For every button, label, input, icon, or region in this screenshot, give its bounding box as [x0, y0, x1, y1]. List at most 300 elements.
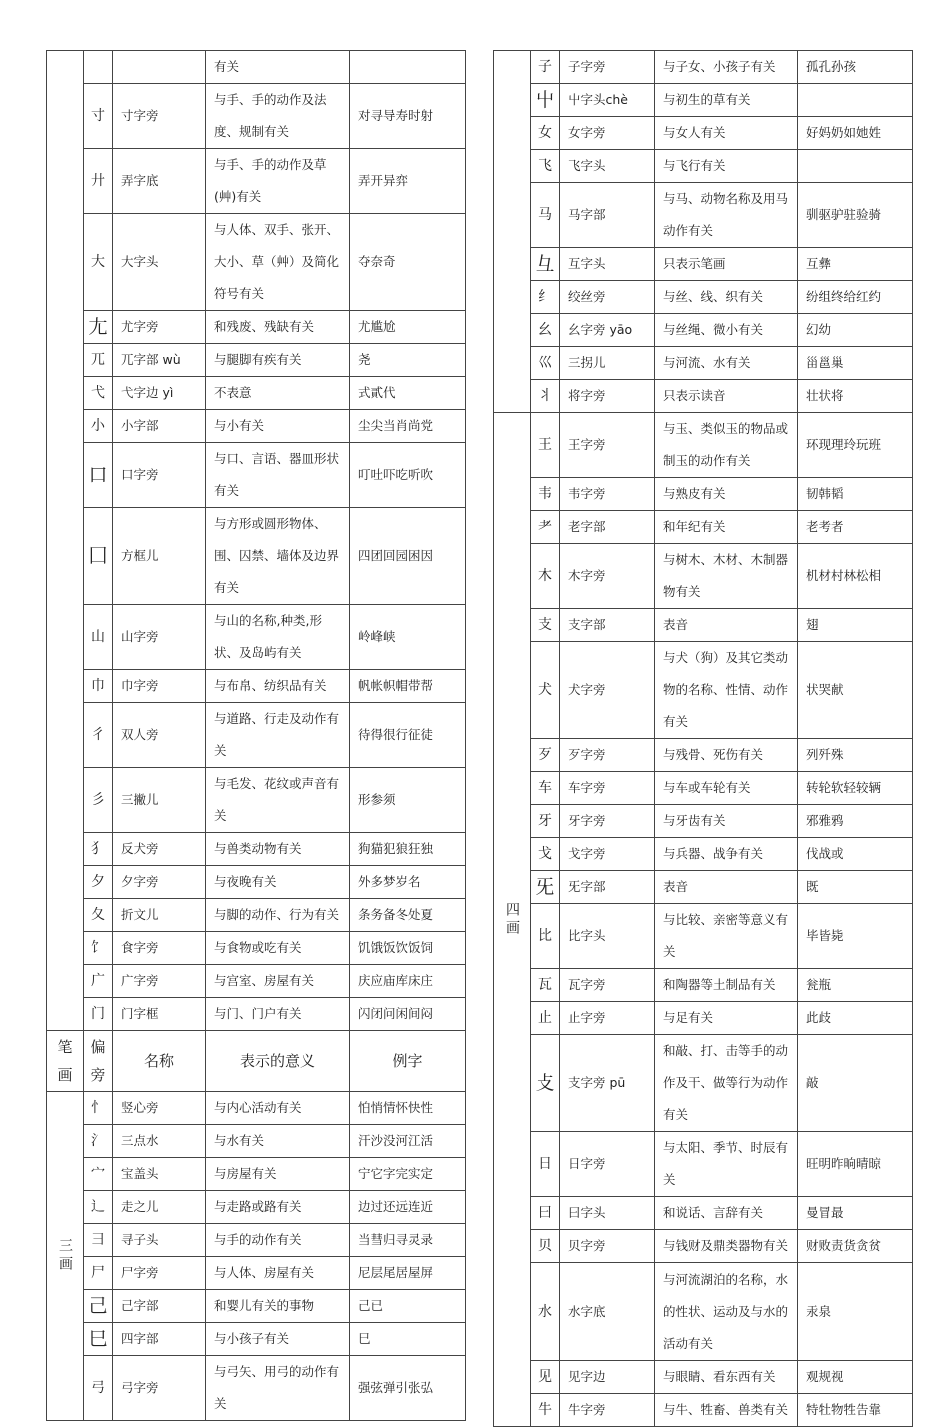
examples-cell: 机材村林松相 [798, 544, 913, 609]
table-row [47, 670, 466, 703]
table-row [494, 838, 913, 871]
meaning-cell: 与车或车轮有关 [655, 772, 798, 805]
radical-cell: 大 [84, 214, 113, 311]
name-cell: 门字框 [113, 998, 206, 1031]
table-row [47, 1290, 466, 1323]
name-cell: 韦字旁 [560, 478, 655, 511]
name-cell: 广字旁 [113, 965, 206, 998]
radical-cell: 贝 [531, 1230, 560, 1263]
name-cell: 弋字边 yì [113, 377, 206, 410]
name-cell: 双人旁 [113, 703, 206, 768]
meaning-cell: 与毛发、花纹或声音有关 [206, 768, 350, 833]
examples-cell: 驯驱驴驻验骑 [798, 183, 913, 248]
examples-cell: 己已 [350, 1290, 466, 1323]
table-row [47, 443, 466, 508]
header-meaning: 表示的意义 [206, 1031, 350, 1092]
meaning-cell: 与牛、牲畜、兽类有关 [655, 1394, 798, 1427]
table-row [47, 1356, 466, 1421]
meaning-cell: 不表意 [206, 377, 350, 410]
right-four-stroke-group [494, 413, 913, 1427]
radical-cell: 旡 [531, 871, 560, 904]
name-cell: 见字边 [560, 1361, 655, 1394]
table-row [494, 609, 913, 642]
header-radical: 偏旁 [84, 1031, 113, 1092]
examples-cell: 互彝 [798, 248, 913, 281]
examples-cell: 宁它字完实定 [350, 1158, 466, 1191]
examples-cell: 状哭献 [798, 642, 913, 739]
table-row [47, 1158, 466, 1191]
radical-cell: 宀 [84, 1158, 113, 1191]
examples-cell: 汗沙没河江活 [350, 1125, 466, 1158]
examples-cell: 饥饿饭饮饭饲 [350, 932, 466, 965]
radical-cell: 屮 [531, 84, 560, 117]
examples-cell: 待得很行征徒 [350, 703, 466, 768]
name-cell: 曰字头 [560, 1197, 655, 1230]
name-cell: 大字头 [113, 214, 206, 311]
name-cell: 支字旁 pū [560, 1035, 655, 1132]
radical-cell: 彐 [84, 1224, 113, 1257]
examples-cell: 瓮瓶 [798, 969, 913, 1002]
radical-cell: 水 [531, 1263, 560, 1361]
examples-cell: 曼冒最 [798, 1197, 913, 1230]
table-row [494, 248, 913, 281]
table-row [494, 1002, 913, 1035]
name-cell: 老字部 [560, 511, 655, 544]
name-cell: 绞丝旁 [560, 281, 655, 314]
name-cell: 牛字旁 [560, 1394, 655, 1427]
radical-cell: 支 [531, 609, 560, 642]
radical-cell: 忄 [84, 1092, 113, 1125]
table-row [494, 544, 913, 609]
name-cell: 四字部 [113, 1323, 206, 1356]
table-row [494, 281, 913, 314]
header-name: 名称 [113, 1031, 206, 1092]
meaning-cell: 与残骨、死伤有关 [655, 739, 798, 772]
meaning-cell: 与内心活动有关 [206, 1092, 350, 1125]
radical-cell: 歹 [531, 739, 560, 772]
right-top-group [494, 51, 913, 413]
radical-cell: 车 [531, 772, 560, 805]
meaning-cell: 与弓矢、用弓的动作有关 [206, 1356, 350, 1421]
name-cell: 止字旁 [560, 1002, 655, 1035]
meaning-cell: 与人体、房屋有关 [206, 1257, 350, 1290]
table-row [494, 51, 913, 84]
table-row [47, 866, 466, 899]
table-row [47, 311, 466, 344]
table-row [494, 1197, 913, 1230]
meaning-cell: 与熟皮有关 [655, 478, 798, 511]
radical-cell: 氵 [84, 1125, 113, 1158]
table-row [494, 1263, 913, 1361]
table-row [494, 478, 913, 511]
meaning-cell: 与树木、木材、木制器物有关 [655, 544, 798, 609]
examples-cell: 对寻导寿时射 [350, 84, 466, 149]
radical-cell: 幺 [531, 314, 560, 347]
radical-cell: 比 [531, 904, 560, 969]
name-cell: 歹字旁 [560, 739, 655, 772]
meaning-cell: 与飞行有关 [655, 150, 798, 183]
meaning-cell: 与足有关 [655, 1002, 798, 1035]
examples-cell: 财败责货贪贫 [798, 1230, 913, 1263]
examples-cell: 壮状将 [798, 380, 913, 413]
meaning-cell: 与丝绳、微小有关 [655, 314, 798, 347]
radical-table-right [493, 50, 913, 1427]
name-cell: 木字旁 [560, 544, 655, 609]
table-row [47, 965, 466, 998]
table-row [47, 410, 466, 443]
examples-cell: 狗猫犯狼狂独 [350, 833, 466, 866]
name-cell: 瓦字旁 [560, 969, 655, 1002]
radical-cell: 寸 [84, 84, 113, 149]
meaning-cell: 与牙齿有关 [655, 805, 798, 838]
name-cell: 屮字头chè [560, 84, 655, 117]
table-row [494, 347, 913, 380]
examples-cell: 怕悄情怀快性 [350, 1092, 466, 1125]
radical-cell: 尢 [84, 311, 113, 344]
meaning-cell: 与走路或路有关 [206, 1191, 350, 1224]
examples-cell: 强弦弹引张弘 [350, 1356, 466, 1421]
radical-cell: 廾 [84, 149, 113, 214]
meaning-cell: 与玉、类似玉的物品或制玉的动作有关 [655, 413, 798, 478]
meaning-cell: 表音 [655, 609, 798, 642]
meaning-cell: 与道路、行走及动作有关 [206, 703, 350, 768]
radical-cell: 门 [84, 998, 113, 1031]
examples-cell: 夺奈奇 [350, 214, 466, 311]
radical-cell: 巳 [84, 1323, 113, 1356]
meaning-cell: 与女人有关 [655, 117, 798, 150]
meaning-cell: 与手的动作有关 [206, 1224, 350, 1257]
radical-cell [84, 51, 113, 84]
meaning-cell: 和年纪有关 [655, 511, 798, 544]
table-row [47, 344, 466, 377]
radical-cell: 见 [531, 1361, 560, 1394]
radical-cell: 辶 [84, 1191, 113, 1224]
meaning-cell: 与口、言语、器皿形状有关 [206, 443, 350, 508]
left-three-stroke-group [47, 1092, 466, 1421]
name-cell: 兀字部 wù [113, 344, 206, 377]
name-cell: 口字旁 [113, 443, 206, 508]
meaning-cell: 与丝、线、织有关 [655, 281, 798, 314]
radical-cell: 牙 [531, 805, 560, 838]
examples-cell: 列歼殊 [798, 739, 913, 772]
examples-cell: 尼层尾居屋屏 [350, 1257, 466, 1290]
table-row [494, 871, 913, 904]
stroke-group-cell [47, 51, 84, 1031]
name-cell: 宝盖头 [113, 1158, 206, 1191]
radical-cell: 彡 [84, 768, 113, 833]
table-row [494, 84, 913, 117]
name-cell: 旡字部 [560, 871, 655, 904]
radical-cell: 牛 [531, 1394, 560, 1427]
table-row [494, 772, 913, 805]
name-cell: 女字旁 [560, 117, 655, 150]
name-cell: 弄字底 [113, 149, 206, 214]
meaning-cell: 与宫室、房屋有关 [206, 965, 350, 998]
examples-cell: 边过还远连近 [350, 1191, 466, 1224]
examples-cell: 敲 [798, 1035, 913, 1132]
table-row [47, 605, 466, 670]
table-header-row [47, 1031, 466, 1092]
meaning-cell: 与布帛、纺织品有关 [206, 670, 350, 703]
radical-cell: 瓦 [531, 969, 560, 1002]
meaning-cell: 与房屋有关 [206, 1158, 350, 1191]
examples-cell: 伐战或 [798, 838, 913, 871]
examples-cell: 邪雅鸦 [798, 805, 913, 838]
name-cell: 三点水 [113, 1125, 206, 1158]
examples-cell: 毕皆毙 [798, 904, 913, 969]
name-cell: 互字头 [560, 248, 655, 281]
name-cell: 三撇儿 [113, 768, 206, 833]
name-cell: 折文儿 [113, 899, 206, 932]
radical-cell: 王 [531, 413, 560, 478]
meaning-cell: 与兽类动物有关 [206, 833, 350, 866]
examples-cell: 观规视 [798, 1361, 913, 1394]
meaning-cell: 与脚的动作、行为有关 [206, 899, 350, 932]
table-row [494, 380, 913, 413]
name-cell: 弓字旁 [113, 1356, 206, 1421]
table-row [494, 183, 913, 248]
radical-cell: 口 [84, 443, 113, 508]
table-row [494, 805, 913, 838]
table-row [47, 998, 466, 1031]
name-cell: 寻子头 [113, 1224, 206, 1257]
radical-cell: 夂 [84, 899, 113, 932]
meaning-cell: 与钱财及鼎类器物有关 [655, 1230, 798, 1263]
examples-cell: 孤孔孙孩 [798, 51, 913, 84]
examples-cell: 外多梦岁名 [350, 866, 466, 899]
examples-cell: 当彗归寻灵录 [350, 1224, 466, 1257]
name-cell: 车字旁 [560, 772, 655, 805]
name-cell: 山字旁 [113, 605, 206, 670]
examples-cell: 老考者 [798, 511, 913, 544]
table-row [47, 51, 466, 84]
name-cell [113, 51, 206, 84]
examples-cell: 环现理玲玩班 [798, 413, 913, 478]
table-row [47, 1191, 466, 1224]
table-row [494, 1394, 913, 1427]
radical-cell: 囗 [84, 508, 113, 605]
radical-cell: 戈 [531, 838, 560, 871]
table-row [47, 932, 466, 965]
radical-cell: 己 [84, 1290, 113, 1323]
table-row [47, 899, 466, 932]
examples-cell: 尤尴尬 [350, 311, 466, 344]
radical-cell: 尸 [84, 1257, 113, 1290]
examples-cell: 甾邕巢 [798, 347, 913, 380]
meaning-cell: 有关 [206, 51, 350, 84]
meaning-cell: 与犬（狗）及其它类动物的名称、性情、动作有关 [655, 642, 798, 739]
name-cell: 比字头 [560, 904, 655, 969]
radical-cell: 小 [84, 410, 113, 443]
name-cell: 走之儿 [113, 1191, 206, 1224]
table-row [494, 150, 913, 183]
name-cell: 飞字头 [560, 150, 655, 183]
radical-cell: 彑 [531, 248, 560, 281]
radical-cell: 兀 [84, 344, 113, 377]
radical-cell: 子 [531, 51, 560, 84]
table-row [47, 1125, 466, 1158]
radical-cell: 耂 [531, 511, 560, 544]
meaning-cell: 和敲、打、击等手的动作及干、做等行为动作有关 [655, 1035, 798, 1132]
examples-cell: 既 [798, 871, 913, 904]
table-row [47, 1257, 466, 1290]
radical-cell: 饣 [84, 932, 113, 965]
examples-cell: 翅 [798, 609, 913, 642]
name-cell: 方框儿 [113, 508, 206, 605]
meaning-cell: 与食物或吃有关 [206, 932, 350, 965]
radical-cell: 丬 [531, 380, 560, 413]
radical-cell: 飞 [531, 150, 560, 183]
radical-cell: 纟 [531, 281, 560, 314]
meaning-cell: 与山的名称,种类,形状、及岛屿有关 [206, 605, 350, 670]
name-cell: 子字旁 [560, 51, 655, 84]
table-row [47, 703, 466, 768]
table-row [47, 833, 466, 866]
table-row [494, 642, 913, 739]
examples-cell: 形参须 [350, 768, 466, 833]
meaning-cell: 与初生的草有关 [655, 84, 798, 117]
examples-cell: 庆应庙库床庄 [350, 965, 466, 998]
name-cell: 小字部 [113, 410, 206, 443]
meaning-cell: 与夜晚有关 [206, 866, 350, 899]
name-cell: 王字旁 [560, 413, 655, 478]
examples-cell: 好妈奶如她姓 [798, 117, 913, 150]
radical-cell: 弋 [84, 377, 113, 410]
stroke-group-cell: 三画 [47, 1092, 84, 1421]
name-cell: 水字底 [560, 1263, 655, 1361]
name-cell: 犬字旁 [560, 642, 655, 739]
meaning-cell: 与手、手的动作及草(艸)有关 [206, 149, 350, 214]
examples-cell: 帆帐帜帽带帮 [350, 670, 466, 703]
examples-cell: 式貳代 [350, 377, 466, 410]
table-row [494, 1035, 913, 1132]
stroke-group-cell: 四画 [494, 413, 531, 1427]
examples-cell: 尘尖当肖尚党 [350, 410, 466, 443]
name-cell: 尤字旁 [113, 311, 206, 344]
table-row [494, 904, 913, 969]
radical-cell: 韦 [531, 478, 560, 511]
meaning-cell: 只表示读音 [655, 380, 798, 413]
name-cell: 夕字旁 [113, 866, 206, 899]
radical-cell: 彳 [84, 703, 113, 768]
meaning-cell: 与兵器、战争有关 [655, 838, 798, 871]
table-row [47, 377, 466, 410]
meaning-cell: 与方形或圆形物体、围、囚禁、墙体及边界有关 [206, 508, 350, 605]
radical-cell: 攴 [531, 1035, 560, 1132]
name-cell: 幺字旁 yāo [560, 314, 655, 347]
examples-cell: 弄开异弈 [350, 149, 466, 214]
table-row [47, 1224, 466, 1257]
examples-cell: 四团回园困因 [350, 508, 466, 605]
meaning-cell: 与水有关 [206, 1125, 350, 1158]
table-row [494, 739, 913, 772]
meaning-cell: 与眼睛、看东西有关 [655, 1361, 798, 1394]
table-row [47, 149, 466, 214]
name-cell: 牙字旁 [560, 805, 655, 838]
name-cell: 戈字旁 [560, 838, 655, 871]
meaning-cell: 与马、动物名称及用马动作有关 [655, 183, 798, 248]
examples-cell: 条务备冬处夏 [350, 899, 466, 932]
table-row [494, 1132, 913, 1197]
radical-cell: 木 [531, 544, 560, 609]
examples-cell [798, 150, 913, 183]
table-row [47, 768, 466, 833]
radical-cell: 女 [531, 117, 560, 150]
name-cell: 贝字旁 [560, 1230, 655, 1263]
meaning-cell: 只表示笔画 [655, 248, 798, 281]
stroke-group-cell [494, 51, 531, 413]
table-row [47, 1092, 466, 1125]
examples-cell: 岭峰峡 [350, 605, 466, 670]
meaning-cell: 与子女、小孩子有关 [655, 51, 798, 84]
meaning-cell: 与手、手的动作及法度、规制有关 [206, 84, 350, 149]
table-row [47, 508, 466, 605]
name-cell: 支字部 [560, 609, 655, 642]
table-row [494, 969, 913, 1002]
header-stroke: 笔画 [47, 1031, 84, 1092]
radical-cell: 巾 [84, 670, 113, 703]
meaning-cell: 与小有关 [206, 410, 350, 443]
meaning-cell: 与门、门户有关 [206, 998, 350, 1031]
meaning-cell: 和说话、言辞有关 [655, 1197, 798, 1230]
header-examples: 例字 [350, 1031, 466, 1092]
name-cell: 马字部 [560, 183, 655, 248]
left-header [47, 1031, 466, 1092]
meaning-cell: 表音 [655, 871, 798, 904]
table-row [494, 511, 913, 544]
examples-cell: 尧 [350, 344, 466, 377]
name-cell: 己字部 [113, 1290, 206, 1323]
examples-cell: 纷组终给红约 [798, 281, 913, 314]
radical-cell: 止 [531, 1002, 560, 1035]
radical-cell: 犬 [531, 642, 560, 739]
name-cell: 巾字旁 [113, 670, 206, 703]
name-cell: 食字旁 [113, 932, 206, 965]
left-top-group [47, 51, 466, 1031]
table-row [494, 1230, 913, 1263]
meaning-cell: 和陶器等土制品有关 [655, 969, 798, 1002]
table-row [494, 314, 913, 347]
radical-cell: 广 [84, 965, 113, 998]
table-row [494, 413, 913, 478]
radical-cell: 犭 [84, 833, 113, 866]
meaning-cell: 与腿脚有疾有关 [206, 344, 350, 377]
examples-cell: 转轮软轻较辆 [798, 772, 913, 805]
name-cell: 反犬旁 [113, 833, 206, 866]
table-row [47, 214, 466, 311]
table-row [494, 117, 913, 150]
examples-cell: 闪闭问闲间闷 [350, 998, 466, 1031]
meaning-cell: 与小孩子有关 [206, 1323, 350, 1356]
name-cell: 寸字旁 [113, 84, 206, 149]
examples-cell: 汞泉 [798, 1263, 913, 1361]
name-cell: 日字旁 [560, 1132, 655, 1197]
meaning-cell: 与河流、水有关 [655, 347, 798, 380]
meaning-cell: 和婴儿有关的事物 [206, 1290, 350, 1323]
name-cell: 三拐儿 [560, 347, 655, 380]
examples-cell: 此歧 [798, 1002, 913, 1035]
radical-cell: 弓 [84, 1356, 113, 1421]
examples-cell [350, 51, 466, 84]
name-cell: 竖心旁 [113, 1092, 206, 1125]
examples-cell: 叮吐吓吃听吹 [350, 443, 466, 508]
meaning-cell: 与比较、亲密等意义有关 [655, 904, 798, 969]
radical-cell: 马 [531, 183, 560, 248]
radical-cell: 夕 [84, 866, 113, 899]
meaning-cell: 与人体、双手、张开、大小、草（艸）及简化符号有关 [206, 214, 350, 311]
examples-cell [798, 84, 913, 117]
meaning-cell: 与河流湖泊的名称，水的性状、运动及与水的活动有关 [655, 1263, 798, 1361]
